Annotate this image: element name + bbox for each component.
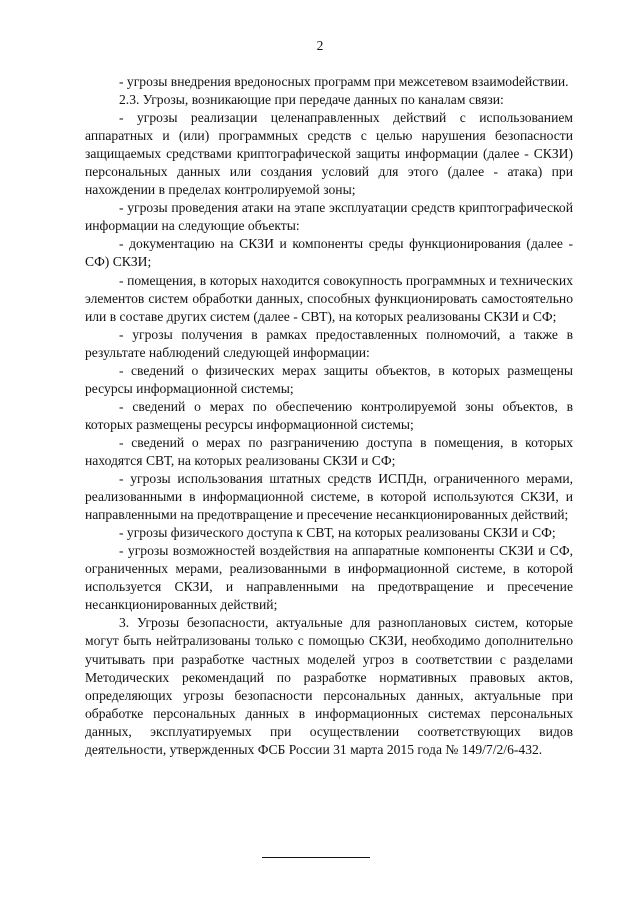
paragraph: - угрозы физического доступа к СВТ, на которых реализованы СКЗИ и СФ; [119, 525, 556, 541]
paragraph: - помещения, в которых находится совокупность программных и технических элементов систем обработки данных, способных функционировать самостоятельно или в составе других систем (далее - СВТ), на которых реализованы СКЗИ и СФ; [85, 272, 573, 324]
paragraph: - сведений о мерах по разграничению доступа в помещения, в которых находятся СВТ, на которых реализованы СКЗИ и СФ; [85, 434, 573, 468]
paragraph: - угрозы внедрения вредоносных программ при межсетевом взаимоdействии. [119, 74, 569, 89]
paragraph: - документацию на СКЗИ и компоненты среды функционирования (далее - СФ) СКЗИ; [85, 236, 573, 270]
paragraph: - угрозы проведения атаки на этапе эксплуатации средств криптографической информации на следующие объекты: [85, 200, 573, 234]
paragraph: - угрозы возможностей воздействия на аппаратные компоненты СКЗИ и СФ, ограниченных мерами, реализованными в информационной системе, в которой используется СКЗИ, и направленными на предотвращение и пресечение несанкционированных действий; [85, 543, 573, 613]
bottom-divider [262, 857, 370, 858]
paragraph: - сведений о мерах по обеспечению контролируемой зоны объектов, в которых размещены ресурсы информационной системы; [85, 398, 573, 432]
paragraph: 2.3. Угрозы, возникающие при передаче данных по каналам связи: [119, 92, 504, 108]
paragraph: 3. Угрозы безопасности, актуальные для разноплановых систем, которые могут быть нейтрализованы только с помощью СКЗИ, необходимо дополнительно учитывать при разработке частных моделей угроз в соответствии с разделами Методических рекомендаций по разработке нормативных правовых актов, определяющих угрозы безопасности персональных данных, актуальные при обработке персональных данных в информационных системах персональных данных, эксплуатируемых при осуществлении соответствующих видов деятельности, утвержденных ФСБ России 31 марта 2015 года № 149/7/2/6-432. [85, 615, 573, 757]
page-number: 2 [316, 38, 324, 53]
paragraph: - угрозы реализации целенаправленных действий с использованием аппаратных и (или) программных средств с целью нарушения безопасности защищаемых средствами криптографической защиты информации (далее - СКЗИ) персональных данных или создания условий для этого (далее - атака) при нахождении в пределах контролируемой зоны; [85, 110, 573, 198]
paragraph: - угрозы использования штатных средств ИСПДн, ограниченного мерами, реализованными в информационной системе, в которой используются СКЗИ, и направленными на предотвращение и пресечение несанкционированных действий; [85, 471, 573, 523]
paragraph: - сведений о физических мерах защиты объектов, в которых размещены ресурсы информационной системы; [85, 362, 573, 396]
paragraph: - угрозы получения в рамках предоставленных полномочий, а также в результате наблюдений следующей информации: [85, 326, 573, 360]
document-body [85, 73, 573, 759]
